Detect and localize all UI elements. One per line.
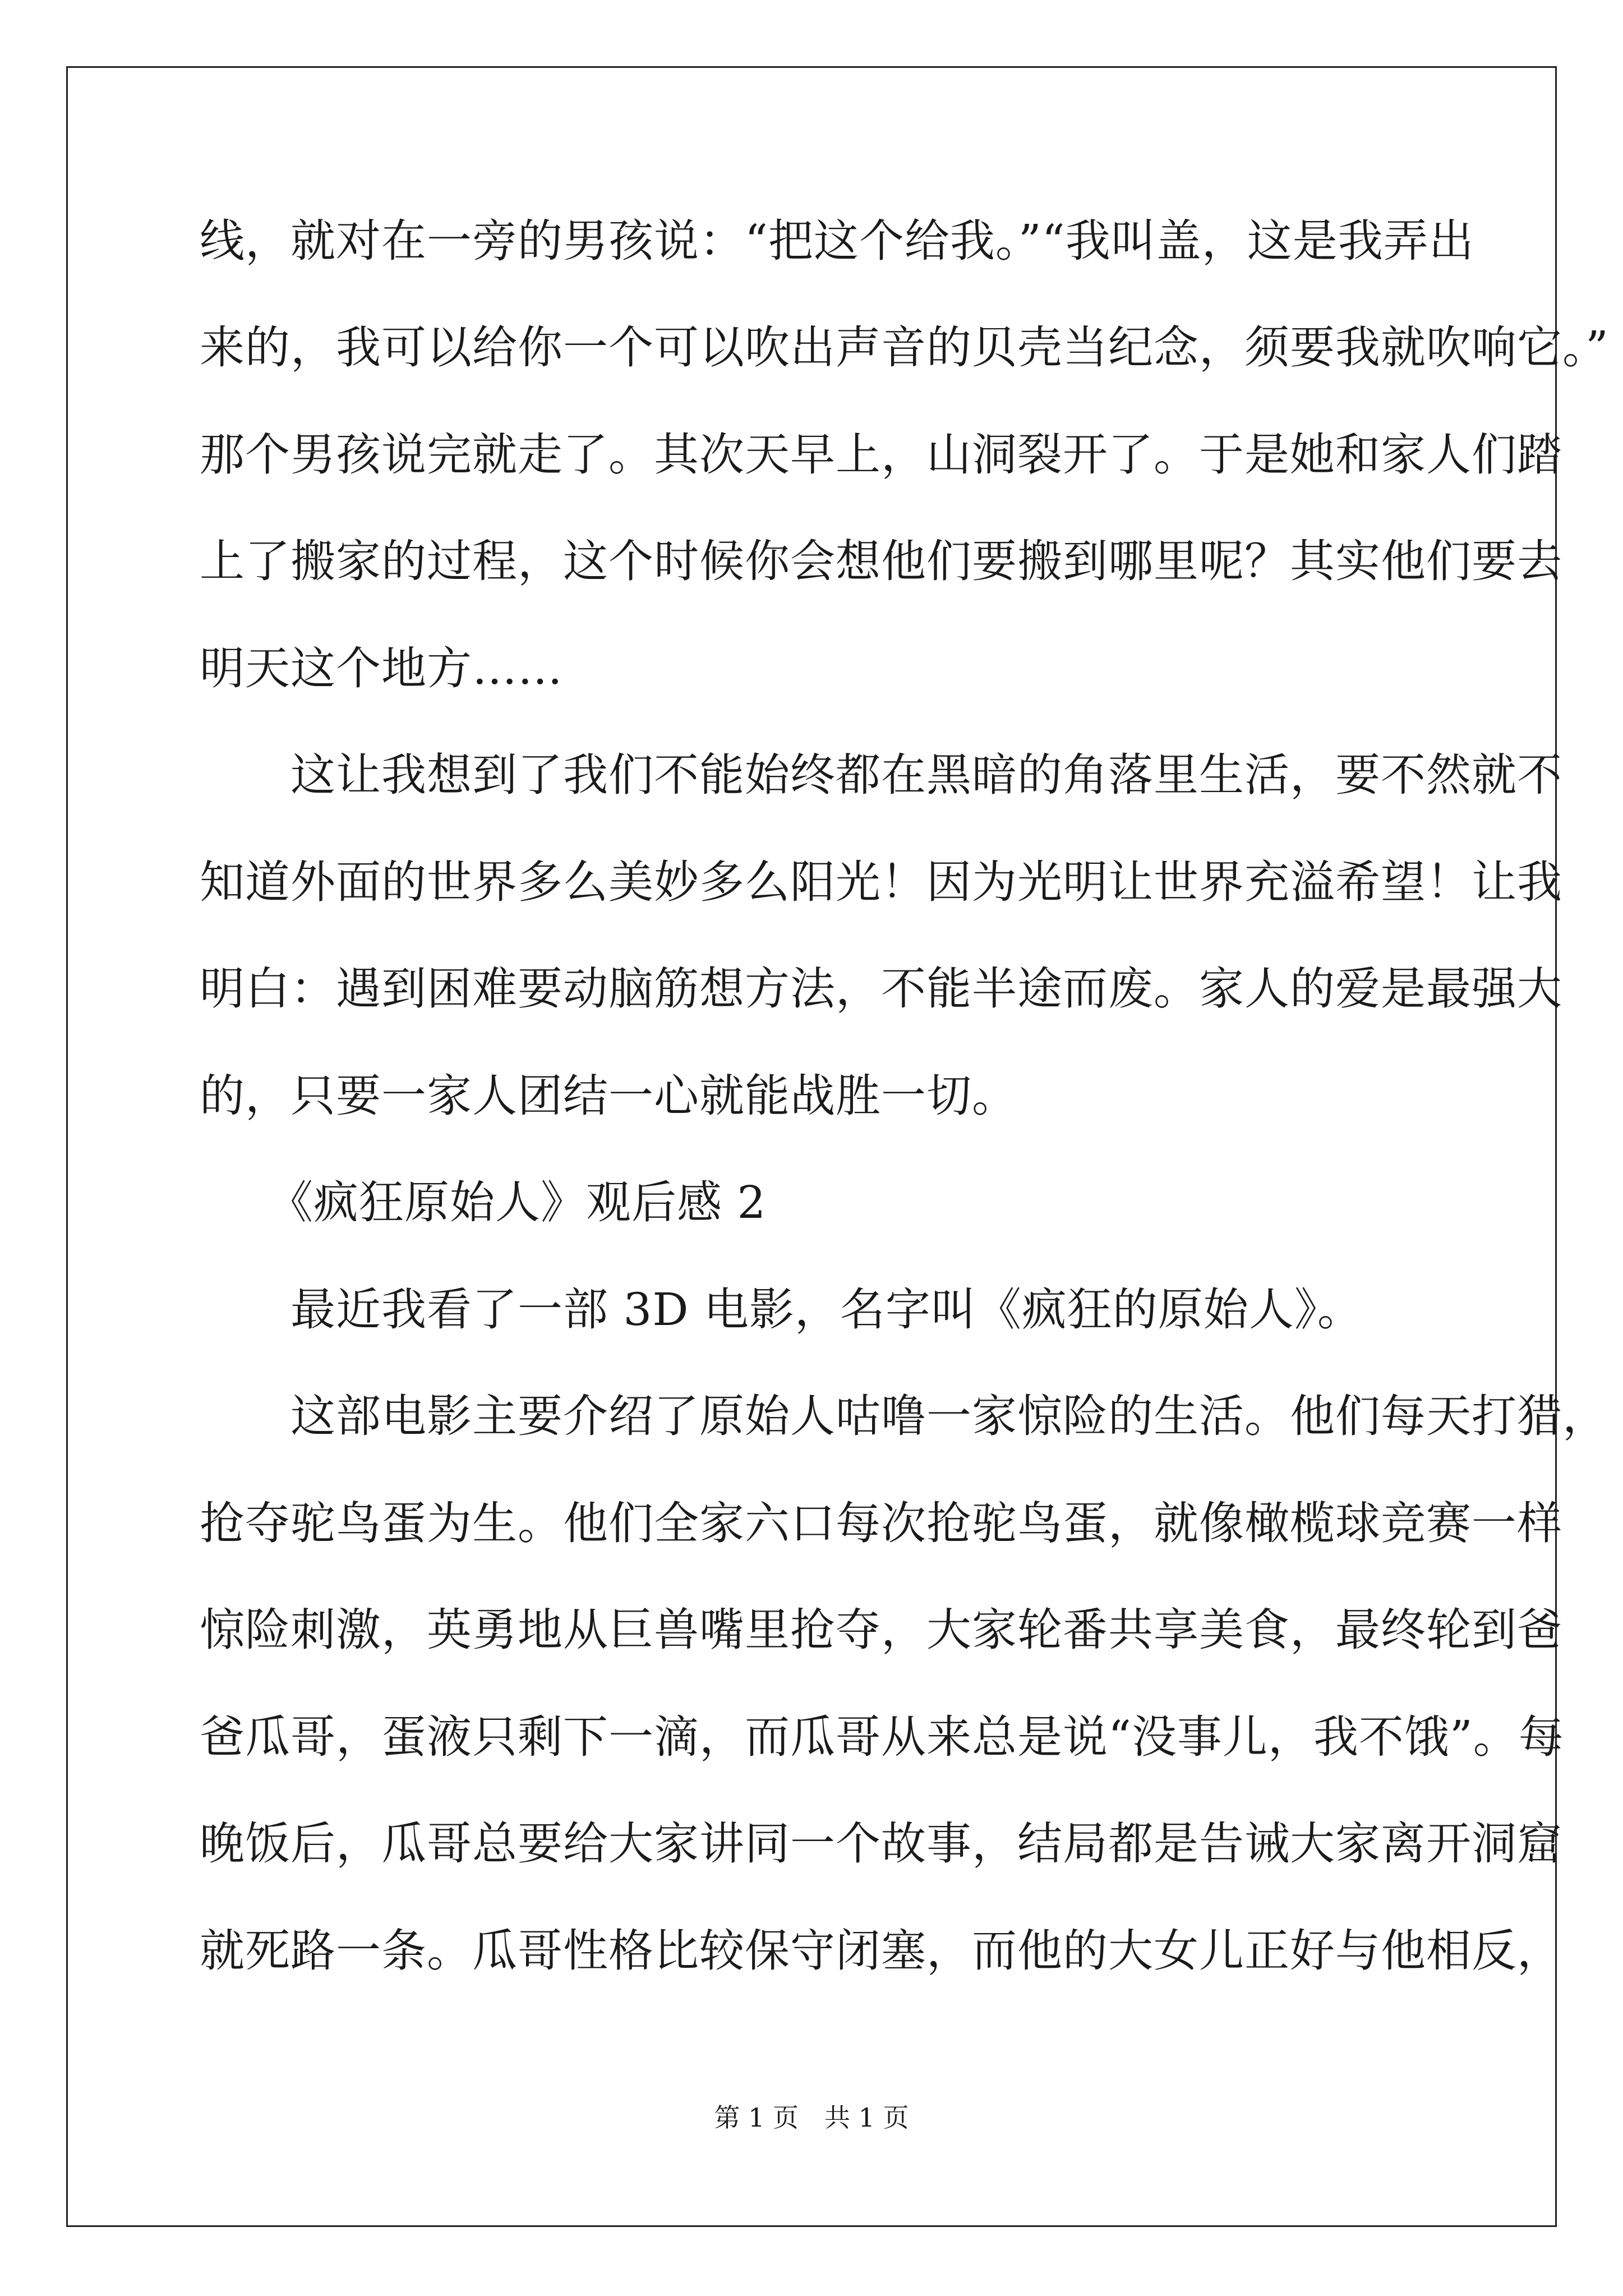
text-line: 的，只要一家人团结一心就能战胜一切。 <box>200 1070 1017 1122</box>
text-line: 明天这个地方…… <box>200 642 563 694</box>
text-line: 线，就对在一旁的男孩说：“把这个给我。”“我叫盖，这是我弄出 <box>200 215 1474 267</box>
text-line: 抢夺驼鸟蛋为生。他们全家六口每次抢驼鸟蛋，就像橄榄球竞赛一样 <box>200 1497 1562 1549</box>
text-line: 知道外面的世界多么美妙多么阳光！因为光明让世界充溢希望！让我 <box>200 856 1562 908</box>
section-heading: 《疯狂原始人》观后感 2 <box>200 1176 767 1228</box>
page-border <box>66 66 1557 2227</box>
text-line: 那个男孩说完就走了。其次天早上，山洞裂开了。于是她和家人们踏 <box>200 429 1562 481</box>
paragraph-line: 最近我看了一部 3D 电影，名字叫《疯狂的原始人》。 <box>200 1283 1363 1336</box>
text-line: 惊险刺激，英勇地从巨兽嘴里抢夺，大家轮番共享美食，最终轮到爸 <box>200 1604 1562 1656</box>
text-line: 上了搬家的过程，这个时候你会想他们要搬到哪里呢？其实他们要去 <box>200 535 1562 587</box>
text-line: 明白：遇到困难要动脑筋想方法，不能半途而废。家人的爱是最强大 <box>200 963 1562 1015</box>
text-line: 来的，我可以给你一个可以吹出声音的贝壳当纪念，须要我就吹响它。” <box>200 321 1609 374</box>
paragraph-line: 这让我想到了我们不能始终都在黑暗的角落里生活，要不然就不 <box>200 749 1562 801</box>
page-footer: 第 1 页 共 1 页 <box>714 2102 909 2133</box>
paragraph-line: 这部电影主要介绍了原始人咕噜一家惊险的生活。他们每天打猎， <box>200 1390 1608 1442</box>
text-line: 晚饭后，瓜哥总要给大家讲同一个故事，结局都是告诫大家离开洞窟 <box>200 1818 1562 1870</box>
text-line: 爸瓜哥，蛋液只剩下一滴，而瓜哥从来总是说“没事儿，我不饿”。每 <box>200 1711 1564 1763</box>
text-line: 就死路一条。瓜哥性格比较保守闭塞，而他的大女儿正好与他相反， <box>200 1925 1562 1977</box>
